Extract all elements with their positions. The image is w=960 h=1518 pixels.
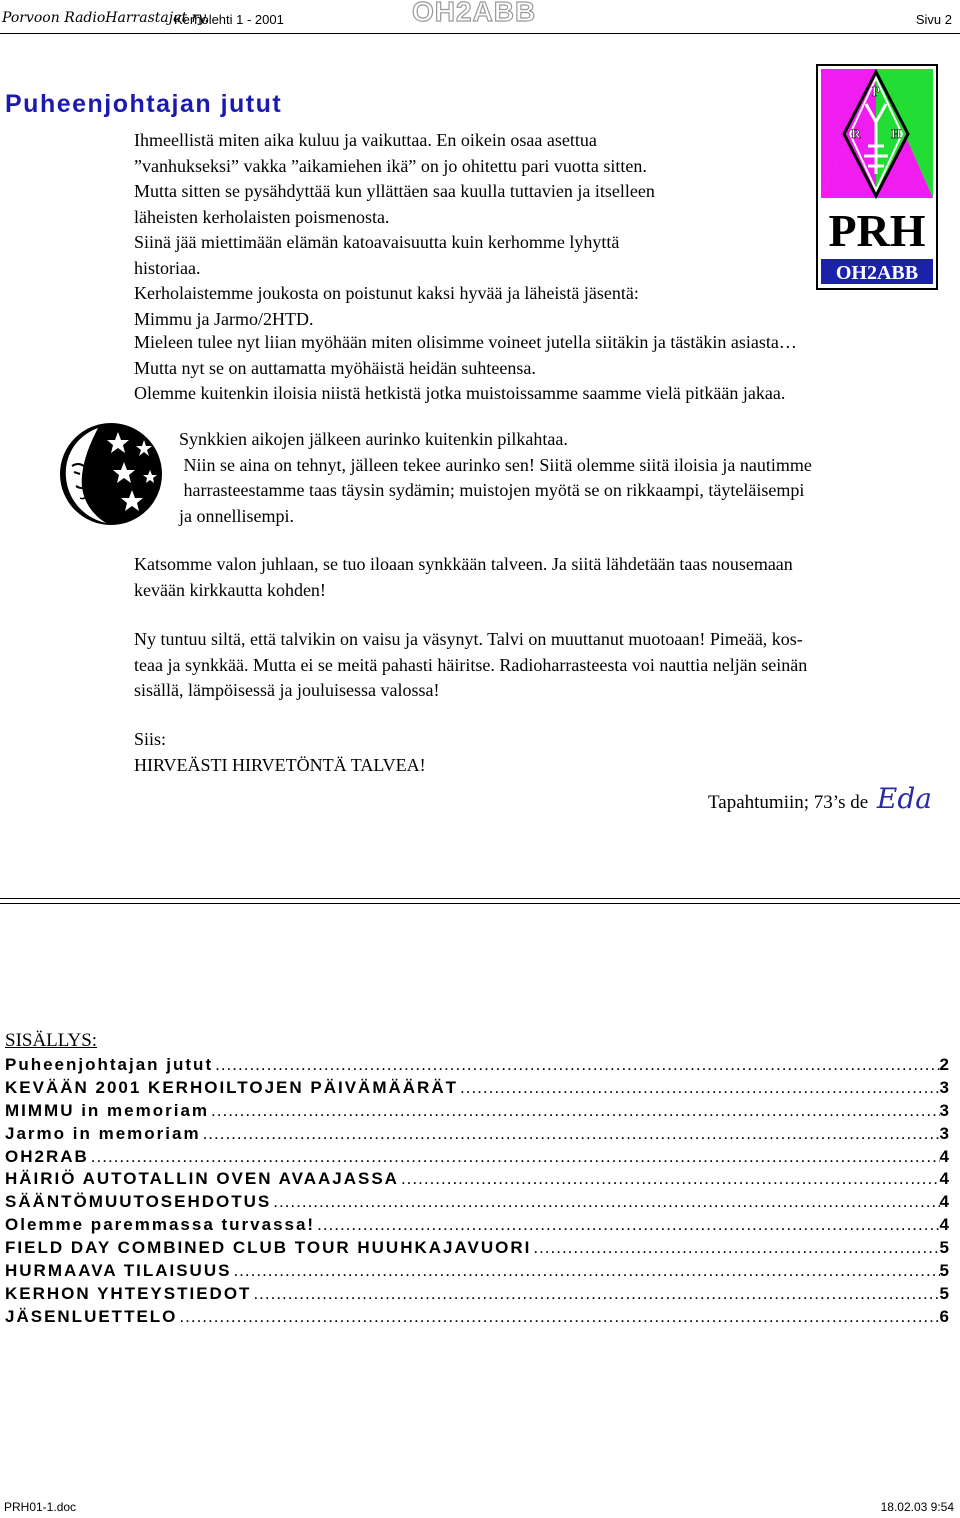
toc-entry-page: 4: [939, 1215, 951, 1235]
toc-leader-dots: [211, 1100, 940, 1123]
toc-leader-dots: [317, 1214, 939, 1237]
toc-entry-title: Jarmo in memoriam: [5, 1123, 201, 1143]
toc-entry-page: 5: [939, 1261, 951, 1281]
toc-entry-page: 3: [939, 1100, 951, 1120]
table-of-contents: [5, 1054, 951, 1329]
text-line: Ihmeellistä miten aika kuluu ja vaikuttaa. En oikein osaa asettua: [134, 130, 597, 150]
toc-entry-title: MIMMU in memoriam: [5, 1100, 210, 1120]
toc-entry-page: 3: [939, 1123, 951, 1143]
toc-entry-page: 6: [939, 1306, 951, 1326]
moon-stars-icon: [58, 420, 164, 528]
toc-entry-page: 2: [939, 1055, 951, 1074]
toc-entry[interactable]: [5, 1283, 951, 1306]
article-paragraph-1: [134, 128, 824, 332]
toc-entry[interactable]: [5, 1146, 951, 1169]
toc-entry-page: 4: [939, 1192, 951, 1212]
text-line: kevään kirkkautta kohden!: [134, 579, 326, 600]
prh-logo: [816, 64, 938, 290]
toc-entry[interactable]: [5, 1168, 951, 1191]
toc-entry-title: HÄIRIÖ AUTOTALLIN OVEN AVAAJASSA: [5, 1169, 399, 1189]
toc-entry-page: 4: [939, 1146, 951, 1166]
toc-entry-page: 4: [939, 1169, 951, 1189]
article-paragraph-3: [134, 552, 934, 603]
text-line: Mutta nyt se on auttamatta myöhäistä heidän suhteensa.: [134, 357, 536, 378]
toc-entry-page: 5: [939, 1238, 951, 1258]
signature: [708, 782, 932, 815]
article-paragraph-2: [179, 427, 949, 529]
toc-entry-title: SÄÄNTÖMUUTOSEHDOTUS: [5, 1192, 272, 1212]
logo-letter-h: H: [890, 126, 902, 141]
footer-filename: PRH01-1.doc: [4, 1500, 77, 1514]
header-page-number: Sivu 2: [915, 12, 952, 27]
text-line: sisällä, lämpöisessä ja jouluisessa valossa!: [134, 680, 440, 700]
toc-leader-dots: [533, 1237, 939, 1260]
toc-entry-title: KEVÄÄN 2001 KERHOILTOJEN PÄIVÄMÄÄRÄT: [5, 1077, 458, 1097]
toc-entry[interactable]: [5, 1306, 951, 1329]
toc-entry[interactable]: [5, 1100, 951, 1123]
section-divider: [0, 903, 960, 904]
text-line: Niin se aina on tehnyt, jälleen tekee aurinko sen! Siitä olemme siitä iloisia ja nautimme: [179, 454, 812, 475]
toc-entry-title: HURMAAVA TILAISUUS: [5, 1261, 232, 1281]
text-line: HIRVEÄSTI HIRVETÖNTÄ TALVEA!: [134, 754, 426, 775]
toc-entry-title: Olemme paremmassa turvassa!: [5, 1215, 316, 1235]
logo-letter-p: P: [871, 85, 881, 100]
toc-leader-dots: [91, 1146, 940, 1169]
signature-name: Eda: [876, 782, 932, 815]
toc-entry-page: 5: [939, 1283, 951, 1303]
text-line: Mimmu ja Jarmo/2HTD.: [134, 308, 314, 329]
text-line: Siinä jää miettimään elämän katoavaisuutta kuin kerhomme lyhyttä: [134, 232, 620, 252]
toc-entry[interactable]: [5, 1237, 951, 1260]
toc-entry[interactable]: [5, 1077, 951, 1100]
toc-leader-dots: [253, 1283, 939, 1306]
toc-entry[interactable]: [5, 1054, 951, 1077]
toc-entry[interactable]: [5, 1123, 951, 1146]
toc-leader-dots: [215, 1054, 939, 1077]
toc-entry[interactable]: [5, 1214, 951, 1237]
toc-entry-title: Puheenjohtajan jutut: [5, 1055, 214, 1074]
text-line: Olemme kuitenkin iloisia niistä hetkistä jotka muistoissamme saamme vielä pitkään jakaa.: [134, 383, 786, 403]
toc-entry-title: KERHON YHTEYSTIEDOT: [5, 1283, 252, 1303]
toc-leader-dots: [460, 1077, 940, 1100]
toc-entry-title: FIELD DAY COMBINED CLUB TOUR HUUHKAJAVUORI: [5, 1238, 532, 1258]
toc-entry-title: OH2RAB: [5, 1146, 89, 1166]
toc-entry[interactable]: [5, 1260, 951, 1283]
logo-letter-r: R: [851, 126, 861, 141]
header-club-name: Porvoon RadioHarrastajat ry.: [2, 10, 209, 26]
signature-text: Tapahtumiin; 73’s de: [708, 792, 869, 813]
article-closing: [134, 727, 734, 778]
toc-leader-dots: [179, 1306, 939, 1329]
toc-entry-title: JÄSENLUETTELO: [5, 1306, 178, 1326]
toc-leader-dots: [203, 1123, 940, 1146]
text-line: ”vanhukseksi” vakka ”aikamiehen ikä” on jo ohitettu pari vuotta sitten.: [134, 155, 647, 176]
logo-callsign: OH2ABB: [835, 262, 919, 284]
text-line: läheisten kerholaisten poismenosta.: [134, 206, 390, 227]
toc-leader-dots: [233, 1260, 939, 1283]
text-line: Mieleen tulee nyt liian myöhään miten olisimme voineet jutella siitäkin ja tästäkin asiasta…: [134, 332, 797, 352]
toc-entry[interactable]: [5, 1191, 951, 1214]
text-line: Ny tuntuu siltä, että talvikin on vaisu ja väsynyt. Talvi on muuttanut muotoaan! Pimeää, kos-: [134, 629, 803, 649]
toc-leader-dots: [273, 1191, 939, 1214]
text-line: Kerholaistemme joukosta on poistunut kaksi hyvää ja läheistä jäsentä:: [134, 283, 639, 303]
toc-heading: SISÄLLYS:: [5, 1030, 98, 1051]
logo-prh-text: PRH: [828, 205, 926, 256]
text-line: Katsomme valon juhlaan, se tuo iloaan synkkään talveen. Ja siitä lähdetään taas nousemaan: [134, 554, 793, 574]
text-line: ja onnellisempi.: [179, 505, 294, 526]
text-line: harrasteestamme taas täysin sydämin; muistojen myötä se on rikkaampi, täyteläisempi: [179, 480, 805, 500]
header-newsletter-issue: Kerholehti 1 - 2001: [174, 12, 284, 27]
section-divider: [0, 898, 960, 899]
article-paragraph-1b: [134, 330, 944, 407]
text-line: historiaa.: [134, 257, 201, 278]
text-line: Mutta sitten se pysähdyttää kun yllättäen saa kuulla tuttavien ja itselleen: [134, 181, 655, 201]
text-line: Synkkien aikojen jälkeen aurinko kuitenkin pilkahtaa.: [179, 429, 568, 449]
header-callsign: OH2ABB: [412, 0, 537, 27]
article-paragraph-4: [134, 627, 950, 704]
article-title: Puheenjohtajan jutut: [5, 90, 283, 118]
toc-entry-page: 3: [939, 1077, 951, 1097]
header-rule: [0, 33, 960, 34]
text-line: teaa ja synkkää. Mutta ei se meitä pahasti häiritse. Radioharrasteesta voi nauttia neljän seinän: [134, 654, 808, 675]
toc-leader-dots: [401, 1168, 940, 1191]
text-line: Siis:: [134, 729, 167, 749]
footer-date: 18.02.03 9:54: [880, 1500, 954, 1514]
